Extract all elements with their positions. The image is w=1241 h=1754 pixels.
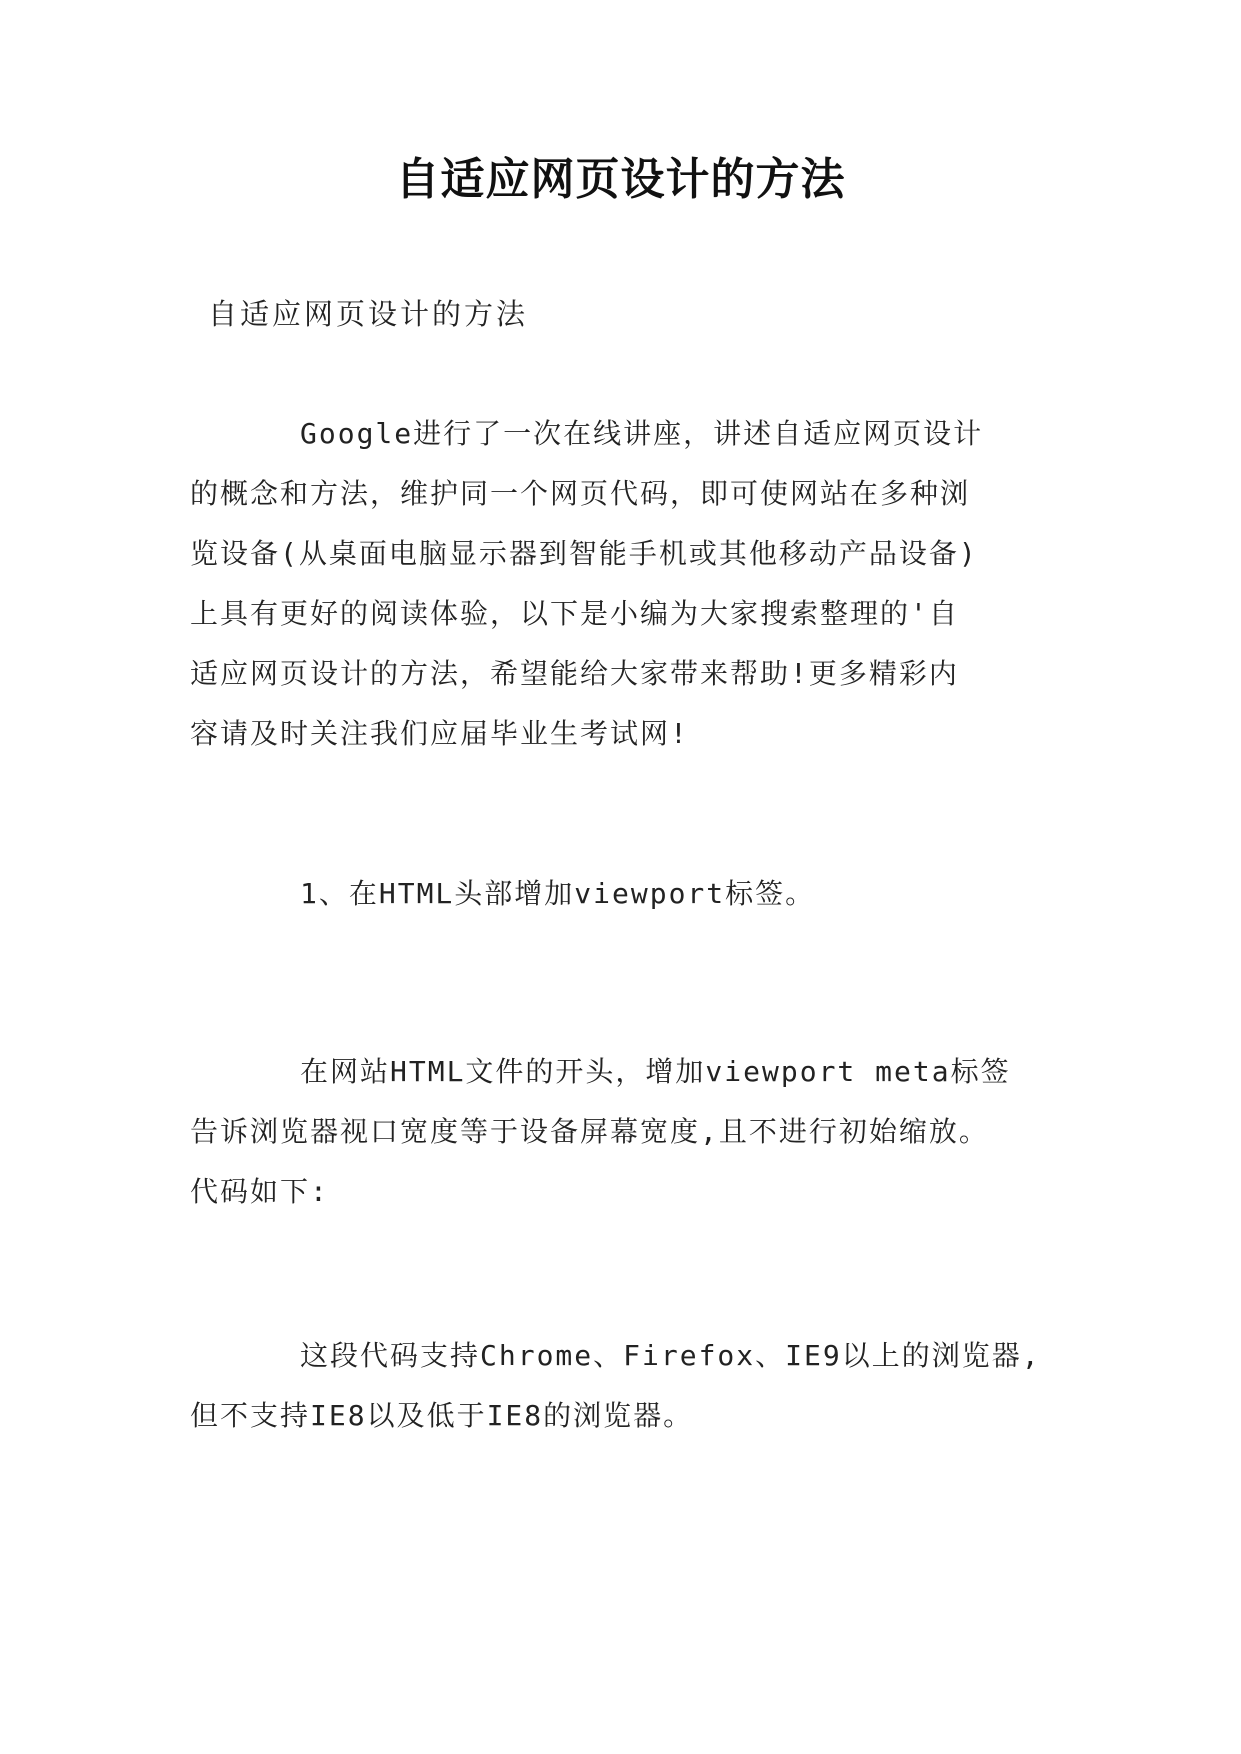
paragraph-step-heading [190,864,1060,924]
paragraph-line: 代码如下: [190,1175,329,1208]
paragraph-line: 在网站HTML文件的开头，增加viewport meta标签 [300,1055,1011,1088]
paragraph-line: Google进行了一次在线讲座，讲述自适应网页设计 [300,417,984,450]
document-subtitle: 自适应网页设计的方法 [208,297,529,331]
paragraph-intro [190,404,1060,764]
paragraph-line: 的概念和方法，维护同一个网页代码，即可使网站在多种浏 [190,477,971,510]
paragraph-line: 1、在HTML头部增加viewport标签。 [300,877,816,910]
paragraph-line: 这段代码支持Chrome、Firefox、IE9以上的浏览器, [300,1339,1041,1372]
paragraph-viewport-explanation [190,1042,1060,1222]
paragraph-line: 览设备(从桌面电脑显示器到智能手机或其他移动产品设备) [190,537,978,570]
paragraph-line: 上具有更好的阅读体验，以下是小编为大家搜索整理的'自 [190,597,959,630]
document-title: 自适应网页设计的方法 [395,154,846,205]
paragraph-browser-support [190,1326,1060,1446]
paragraph-line: 但不支持IE8以及低于IE8的浏览器。 [190,1399,694,1432]
paragraph-line: 告诉浏览器视口宽度等于设备屏幕宽度,且不进行初始缩放。 [190,1115,989,1148]
paragraph-line: 容请及时关注我们应届毕业生考试网! [190,717,689,750]
paragraph-line: 适应网页设计的方法，希望能给大家带来帮助!更多精彩内 [190,657,959,690]
